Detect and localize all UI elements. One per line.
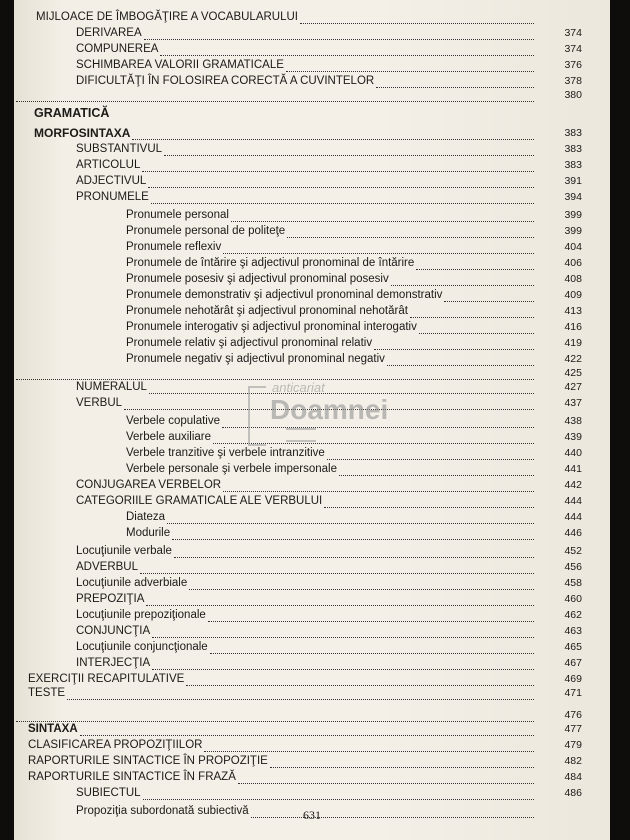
toc-entry-page-number: 477	[564, 723, 582, 735]
toc-entry	[14, 240, 610, 255]
dot-leader	[140, 560, 534, 574]
toc-entry	[14, 352, 610, 367]
toc-entry	[14, 158, 610, 173]
toc-entry-title: Pronumele posesiv şi adjectivul pronominal posesiv	[126, 273, 389, 285]
toc-entry	[14, 88, 610, 103]
toc-entry-title: Pronumele negativ şi adjectivul pronominal negativ	[126, 353, 385, 365]
toc-entry	[14, 304, 610, 319]
toc-entry	[14, 142, 610, 157]
toc-entry-page-number: 441	[564, 463, 582, 475]
toc-entry-page-number: 456	[564, 561, 582, 573]
watermark-lines	[286, 428, 316, 442]
toc-entry	[14, 608, 610, 623]
dot-leader	[152, 656, 534, 670]
toc-entry-page-number: 399	[564, 225, 582, 237]
toc-entry-page-number: 439	[564, 431, 582, 443]
toc-entry	[14, 624, 610, 639]
toc-entry-title: SUBSTANTIVUL	[76, 143, 163, 155]
dot-leader	[387, 352, 534, 366]
dot-leader	[238, 770, 534, 784]
dot-leader	[16, 88, 534, 102]
toc-entry-page-number: 476	[564, 709, 582, 721]
toc-entry	[14, 74, 610, 89]
dot-leader	[324, 494, 534, 508]
toc-entry	[14, 320, 610, 335]
toc-entry	[14, 224, 610, 239]
toc-entry-title: EXERCIŢII RECAPITULATIVE	[28, 673, 185, 685]
toc-entry-page-number: 413	[564, 305, 582, 317]
toc-entry-page-number: 383	[564, 159, 582, 171]
toc-entry	[14, 272, 610, 287]
toc-entry-title: Diateza	[126, 511, 165, 523]
toc-entry-page-number: 484	[564, 771, 582, 783]
toc-entry-page-number: 471	[564, 687, 582, 699]
dot-leader	[152, 624, 534, 638]
toc-entry	[14, 640, 610, 655]
toc-entry	[14, 544, 610, 559]
dot-leader	[223, 240, 534, 254]
toc-entry	[14, 42, 610, 57]
toc-entry-title: RAPORTURILE SINTACTICE ÎN PROPOZIŢIE	[28, 755, 268, 767]
toc-entry-page-number: 482	[564, 755, 582, 767]
toc-entry	[14, 656, 610, 671]
toc-entry-page-number: 427	[564, 381, 582, 393]
dot-leader	[80, 722, 534, 736]
toc-entry-page-number: 404	[564, 241, 582, 253]
toc-entry-title: Locuţiunile conjuncţionale	[76, 641, 208, 653]
dot-leader	[164, 142, 534, 156]
toc-entry	[14, 786, 610, 801]
dot-leader	[374, 336, 534, 350]
toc-entry-page-number: 394	[564, 191, 582, 203]
toc-entry-title: PRONUMELE	[76, 191, 149, 203]
dot-leader	[144, 26, 534, 40]
dot-leader	[16, 366, 534, 380]
toc-entry-page-number: 399	[564, 209, 582, 221]
toc-entry	[14, 672, 610, 687]
dot-leader	[286, 58, 534, 72]
toc-entry-page-number: 440	[564, 447, 582, 459]
toc-entry-title: NUMERALUL	[76, 381, 147, 393]
toc-entry-page-number: 438	[564, 415, 582, 427]
toc-entry-title: Verbele copulative	[126, 415, 220, 427]
watermark-big-text: Doamnei	[270, 394, 389, 425]
toc-entry-page-number: 463	[564, 625, 582, 637]
toc-entry-title: VERBUL	[76, 397, 123, 409]
toc-entry	[14, 560, 610, 575]
toc-entry-page-number: 462	[564, 609, 582, 621]
dot-leader	[143, 786, 534, 800]
dot-leader	[419, 320, 534, 334]
toc-entry-page-number: 383	[564, 143, 582, 155]
toc-entry-page-number: 419	[564, 337, 582, 349]
dot-leader	[204, 738, 534, 752]
toc-entry-title: Pronumele relativ şi adjectivul pronominal relativ	[126, 337, 373, 349]
toc-entry-page-number: 437	[564, 397, 582, 409]
dot-leader	[142, 158, 534, 172]
toc-entry-title: Pronumele personal	[126, 209, 229, 221]
toc-entry-page-number: 378	[564, 75, 582, 87]
toc-entry-page-number: 406	[564, 257, 582, 269]
dot-leader	[146, 592, 534, 606]
toc-entry-page-number: 458	[564, 577, 582, 589]
toc-entry	[14, 686, 610, 701]
toc-entry-page-number: 442	[564, 479, 582, 491]
toc-entry	[14, 26, 610, 41]
dot-leader	[208, 608, 534, 622]
watermark-logo	[248, 380, 389, 472]
dot-leader	[223, 478, 534, 492]
toc-entry	[14, 526, 610, 541]
toc-entry	[14, 126, 610, 141]
toc-entry-page-number: 416	[564, 321, 582, 333]
toc-entry	[14, 510, 610, 525]
toc-entry-page-number: 374	[564, 43, 582, 55]
dot-leader	[172, 526, 534, 540]
toc-entry-title: ARTICOLUL	[76, 159, 141, 171]
toc-entry	[14, 336, 610, 351]
toc-entry-title: TESTE	[28, 687, 66, 699]
toc-entry	[14, 478, 610, 493]
toc-entry-title: Propoziţia subordonată subiectivă	[76, 805, 249, 817]
toc-entry-title: Locuţiunile verbale	[76, 545, 172, 557]
toc-entry-title: Pronumele reflexiv	[126, 241, 222, 253]
toc-entry-title: COMPUNEREA	[76, 43, 159, 55]
toc-entry-title: Verbele personale şi verbele impersonale	[126, 463, 337, 475]
toc-entry-title: Pronumele de întărire şi adjectivul pronominal de întărire	[126, 257, 415, 269]
toc-entry	[14, 366, 610, 381]
dot-leader	[210, 640, 534, 654]
dot-leader	[391, 272, 534, 286]
toc-entry-title: DIFICULTĂŢI ÎN FOLOSIREA CORECTĂ A CUVINTELOR	[76, 75, 375, 87]
toc-entry-title: PREPOZIŢIA	[76, 593, 145, 605]
toc-entry	[14, 708, 610, 723]
toc-entry-title: Pronumele personal de politeţe	[126, 225, 286, 237]
toc-entry	[14, 770, 610, 785]
dot-leader	[287, 224, 534, 238]
toc-entry-title: MORFOSINTAXA	[34, 126, 131, 140]
dot-leader	[148, 174, 534, 188]
toc-entry-page-number: 409	[564, 289, 582, 301]
toc-entry	[14, 494, 610, 509]
toc-entry-page-number: 469	[564, 673, 582, 685]
toc-entry-title: Modurile	[126, 527, 171, 539]
toc-entry-page-number: 376	[564, 59, 582, 71]
toc-entry-page-number: 408	[564, 273, 582, 285]
toc-entry	[14, 592, 610, 607]
dot-leader	[410, 304, 534, 318]
toc-entry-title: SCHIMBAREA VALORII GRAMATICALE	[76, 59, 284, 71]
toc-entry-title: Pronumele interogativ şi adjectivul pronominal interogativ	[126, 321, 417, 333]
toc-entry-title: Verbele tranzitive şi verbele intranzitive	[126, 447, 325, 459]
page-number: 631	[303, 808, 321, 822]
toc-entry-page-number: 465	[564, 641, 582, 653]
toc-entry-title: Locuţiunile adverbiale	[76, 577, 188, 589]
toc-entry-title: GRAMATICĂ	[34, 106, 110, 120]
toc-entry	[14, 10, 610, 25]
dot-leader	[132, 126, 534, 140]
toc-entry-title: Verbele auxiliare	[126, 431, 212, 443]
dot-leader	[16, 708, 534, 722]
toc-entry-page-number: 383	[564, 127, 582, 139]
toc-entry-title: INTERJECŢIA	[76, 657, 151, 669]
toc-entry-title: RAPORTURILE SINTACTICE ÎN FRAZĂ	[28, 771, 236, 783]
toc-entry	[14, 106, 610, 121]
dot-leader	[174, 544, 534, 558]
dot-leader	[270, 754, 534, 768]
toc-entry-title: Pronumele nehotărât şi adjectivul pronominal nehotărât	[126, 305, 408, 317]
dot-leader	[186, 672, 534, 686]
toc-entry-title: CONJUGAREA VERBELOR	[76, 479, 222, 491]
dot-leader	[160, 42, 534, 56]
dot-leader	[444, 288, 534, 302]
toc-entry-page-number: 391	[564, 175, 582, 187]
watermark-bracket	[248, 386, 266, 446]
toc-entry-page-number: 444	[564, 495, 582, 507]
toc-entry-page-number: 452	[564, 545, 582, 557]
toc-entry	[14, 738, 610, 753]
book-page	[14, 0, 610, 840]
dot-leader	[167, 510, 534, 524]
toc-entry-title: CATEGORIILE GRAMATICALE ALE VERBULUI	[76, 495, 323, 507]
dot-leader	[376, 74, 534, 88]
toc-entry-title: Locuţiunile prepoziţionale	[76, 609, 206, 621]
toc-entry	[14, 256, 610, 271]
toc-entry-title: MIJLOACE DE ÎMBOGĂŢIRE A VOCABULARULUI	[36, 11, 299, 23]
toc-entry-page-number: 460	[564, 593, 582, 605]
toc-entry-title: CONJUNCŢIA	[76, 625, 151, 637]
toc-entry-title: SUBIECTUL	[76, 787, 141, 799]
toc-entry-title: ADVERBUL	[76, 561, 138, 573]
toc-entry-page-number: 479	[564, 739, 582, 751]
toc-entry	[14, 288, 610, 303]
toc-entry-title: Pronumele demonstrativ şi adjectivul pronominal demonstrativ	[126, 289, 443, 301]
toc-entry-title: CLASIFICAREA PROPOZIŢIILOR	[28, 739, 203, 751]
toc-entry	[14, 576, 610, 591]
toc-entry	[14, 722, 610, 737]
toc-entry-page-number: 425	[564, 367, 582, 379]
toc-entry-page-number: 486	[564, 787, 582, 799]
dot-leader	[416, 256, 534, 270]
dot-leader	[231, 208, 534, 222]
dot-leader	[67, 686, 534, 700]
dot-leader	[300, 10, 534, 24]
toc-entry-page-number: 444	[564, 511, 582, 523]
toc-entry	[14, 58, 610, 73]
toc-entry-page-number: 422	[564, 353, 582, 365]
toc-entry-page-number: 467	[564, 657, 582, 669]
dot-leader	[151, 190, 534, 204]
toc-entry-title: SINTAXA	[28, 723, 78, 735]
toc-entry	[14, 174, 610, 189]
watermark-small-text: anticariat	[272, 380, 325, 395]
toc-entry	[14, 190, 610, 205]
dot-leader	[189, 576, 534, 590]
toc-entry	[14, 754, 610, 769]
toc-entry-page-number: 446	[564, 527, 582, 539]
toc-entry-title: DERIVAREA	[76, 27, 142, 39]
toc-entry-title: ADJECTIVUL	[76, 175, 147, 187]
toc-entry-page-number: 374	[564, 27, 582, 39]
toc-entry	[14, 208, 610, 223]
toc-entry-page-number: 380	[564, 89, 582, 101]
